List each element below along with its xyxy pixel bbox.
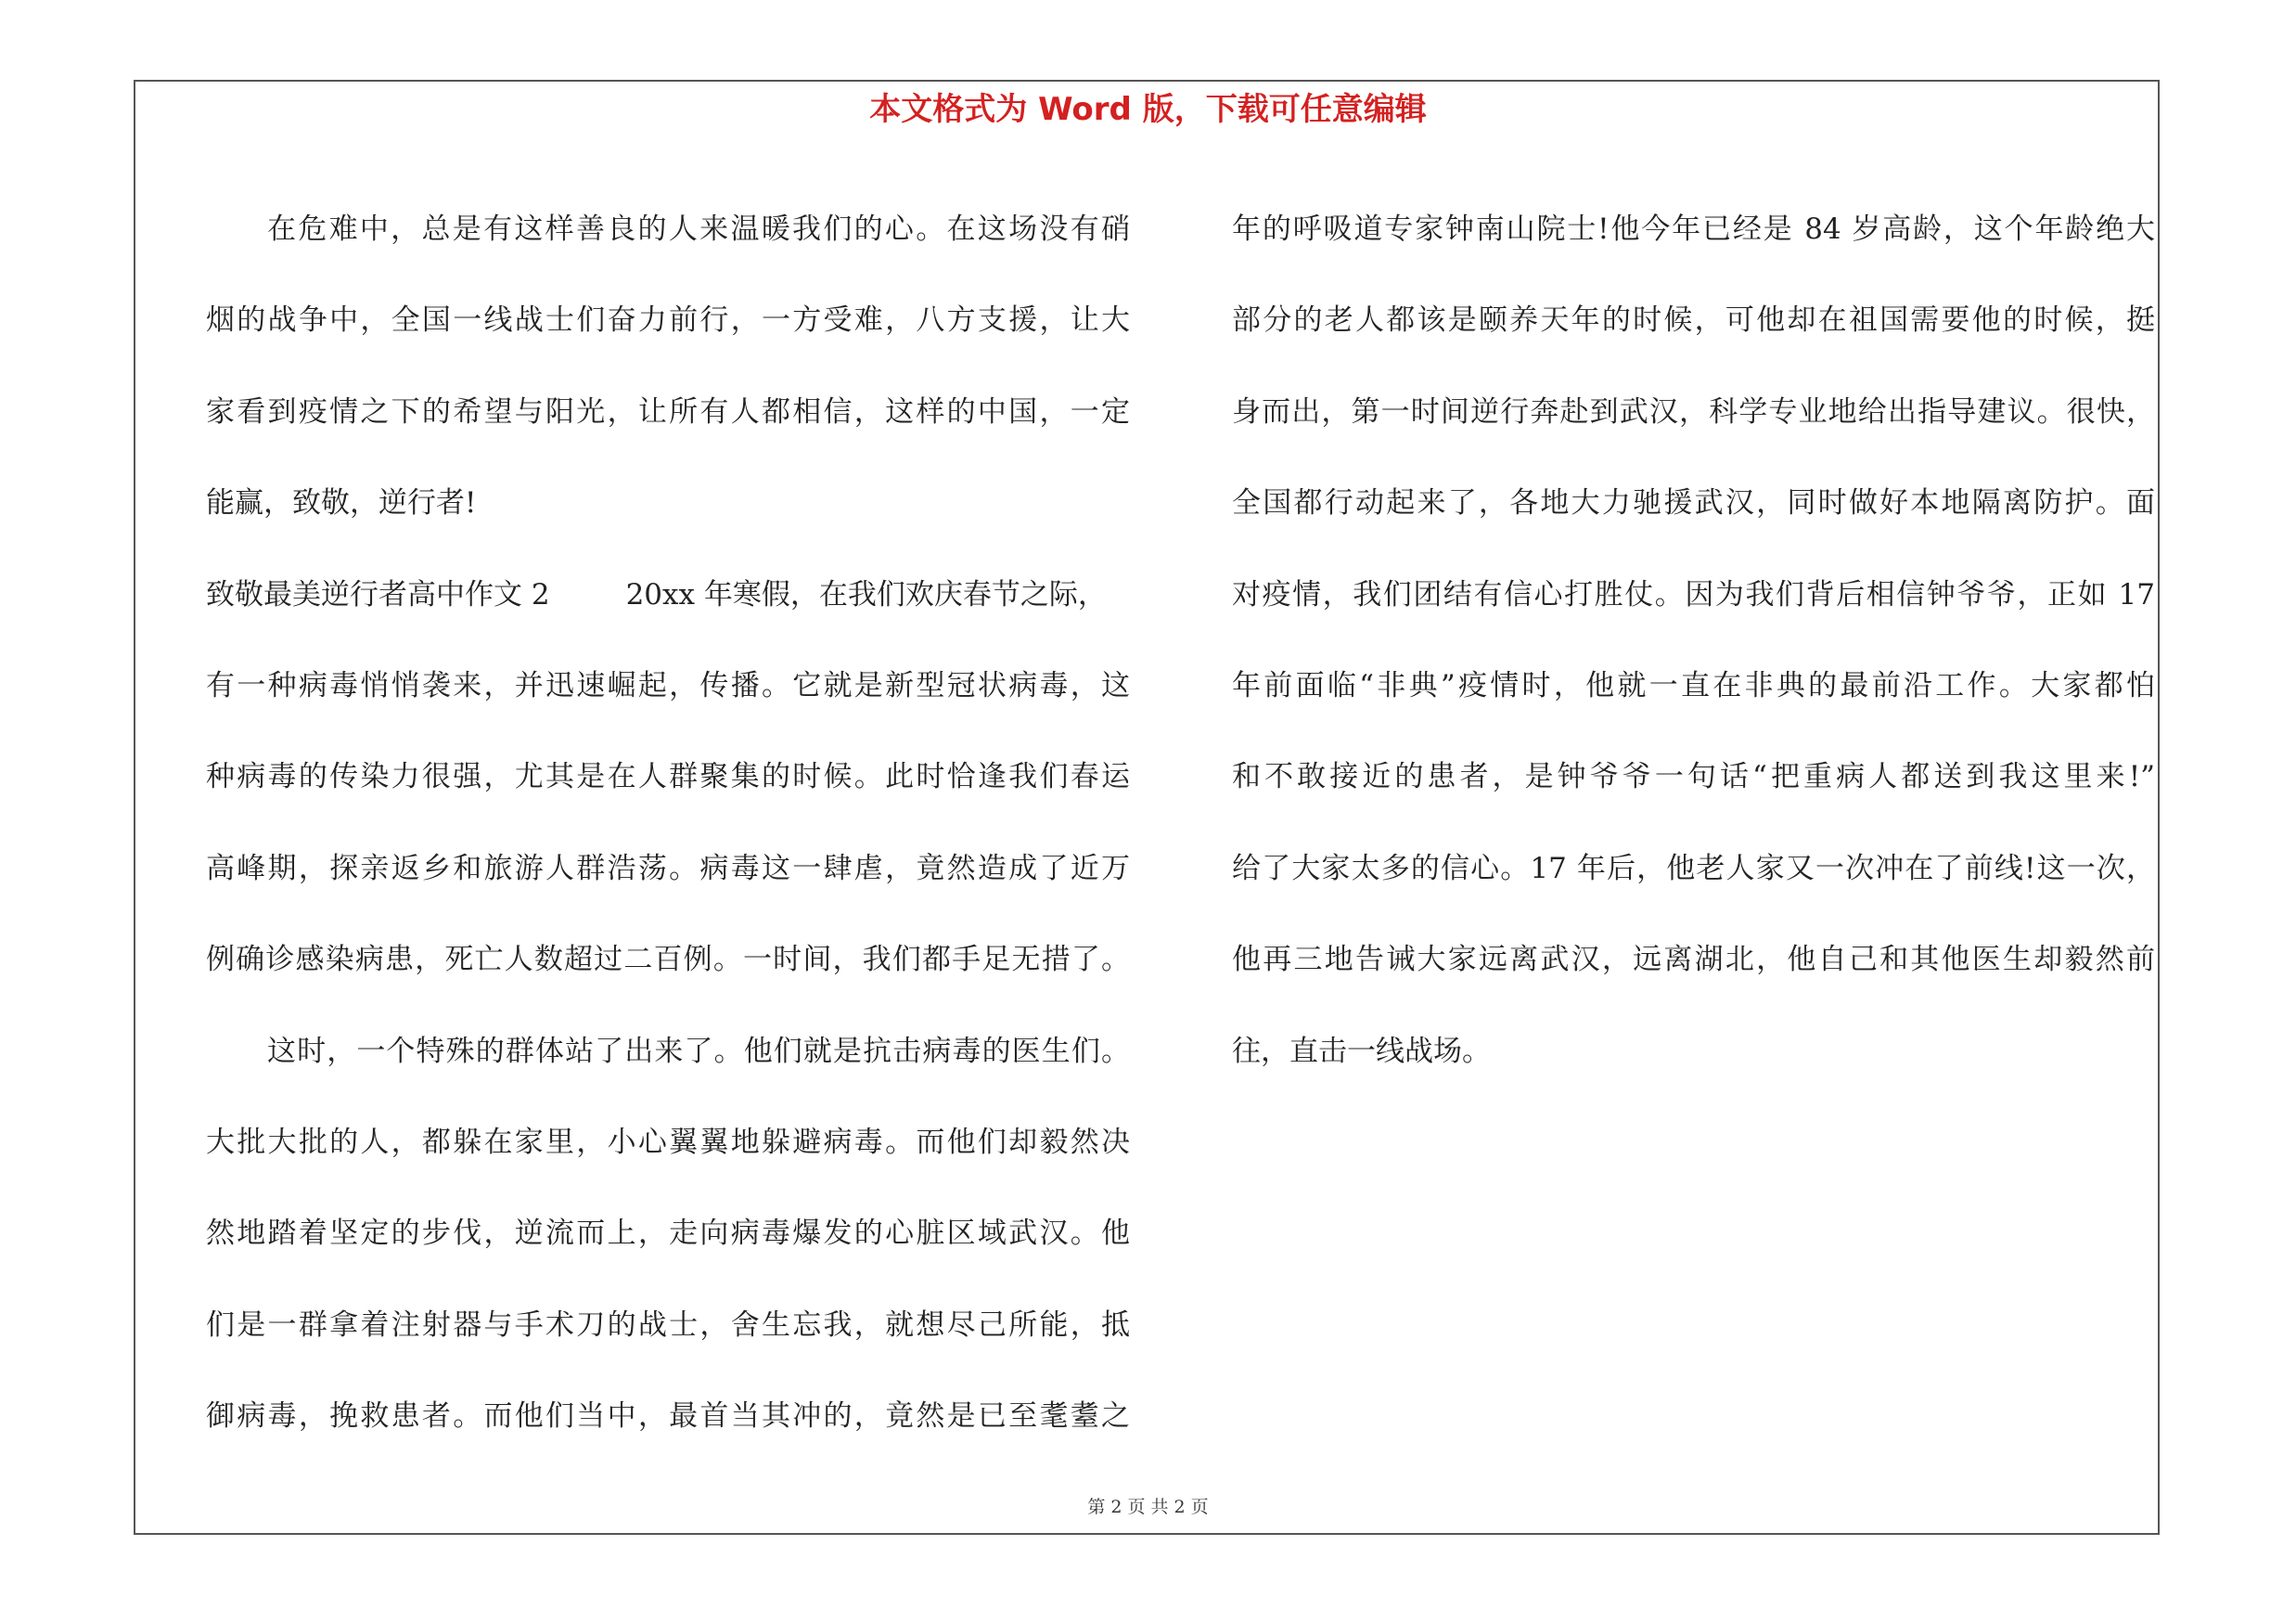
format-banner: 本文格式为 Word 版，下载可任意编辑	[869, 91, 1427, 128]
text-line: 在危难中，总是有这样善良的人来温暖我们的心。在这场没有硝	[267, 213, 1130, 246]
text-line: 这时，一个特殊的群体站了出来了。他们就是抗击病毒的医生们。	[267, 1034, 1130, 1068]
text-line: 对疫情，我们团结有信心打胜仗。因为我们背后相信钟爷爷，正如 17	[1232, 577, 2155, 612]
text-line: 和不敢接近的患者，是钟爷爷一句话“把重病人都送到我这里来!”	[1232, 760, 2155, 794]
text-line: 给了大家太多的信心。17 年后，他老人家又一次冲在了前线!这一次，	[1232, 851, 2155, 885]
text-line: 他再三地告诫大家远离武汉，远离湖北，他自己和其他医生却毅然前	[1232, 943, 2155, 977]
page-number: 第 2 页 共 2 页	[1087, 1497, 1209, 1517]
text-line: 然地踏着坚定的步伐，逆流而上，走向病毒爆发的心脏区域武汉。他	[206, 1217, 1130, 1251]
text-line: 家看到疫情之下的希望与阳光，让所有人都相信，这样的中国，一定	[206, 394, 1130, 429]
essay-opening: 20xx 年寒假，在我们欢庆春节之际，	[625, 577, 1107, 612]
text-line: 高峰期，探亲返乡和旅游人群浩荡。病毒这一肆虐，竟然造成了近万	[206, 851, 1130, 885]
essay-heading: 致敬最美逆行者高中作文 2	[206, 577, 550, 612]
text-line: 种病毒的传染力很强，尤其是在人群聚集的时候。此时恰逢我们春运	[206, 760, 1130, 794]
text-line: 身而出，第一时间逆行奔赴到武汉，科学专业地给出指导建议。很快，	[1232, 394, 2155, 429]
text-line: 年的呼吸道专家钟南山院士!他今年已经是 84 岁高龄，这个年龄绝大	[1232, 213, 2155, 246]
text-line: 有一种病毒悄悄袭来，并迅速崛起，传播。它就是新型冠状病毒，这	[206, 668, 1130, 702]
right-column	[1232, 184, 2155, 1097]
text-line: 御病毒，挽救患者。而他们当中，最首当其冲的，竟然是已至耄耋之	[206, 1399, 1130, 1434]
essay-title-line	[206, 549, 1130, 640]
text-line: 们是一群拿着注射器与手术刀的战士，舍生忘我，就想尽己所能，抵	[206, 1307, 1130, 1342]
text-line: 大批大批的人，都躲在家里，小心翼翼地躲避病毒。而他们却毅然决	[206, 1125, 1130, 1159]
text-line: 烟的战争中，全国一线战士们奋力前行，一方受难，八方支援，让大	[206, 303, 1130, 338]
text-line: 部分的老人都该是颐养天年的时候，可他却在祖国需要他的时候，挺	[1232, 303, 2155, 338]
text-line: 例确诊感染病患，死亡人数超过二百例。一时间，我们都手足无措了。	[206, 943, 1130, 977]
left-column	[206, 184, 1130, 1462]
text-line: 全国都行动起来了，各地大力驰援武汉，同时做好本地隔离防护。面	[1232, 486, 2155, 521]
text-line: 年前面临“非典”疫情时，他就一直在非典的最前沿工作。大家都怕	[1232, 668, 2155, 702]
text-line: 能赢，致敬，逆行者!	[206, 486, 477, 521]
text-line: 往，直击一线战场。	[1232, 1034, 1491, 1068]
